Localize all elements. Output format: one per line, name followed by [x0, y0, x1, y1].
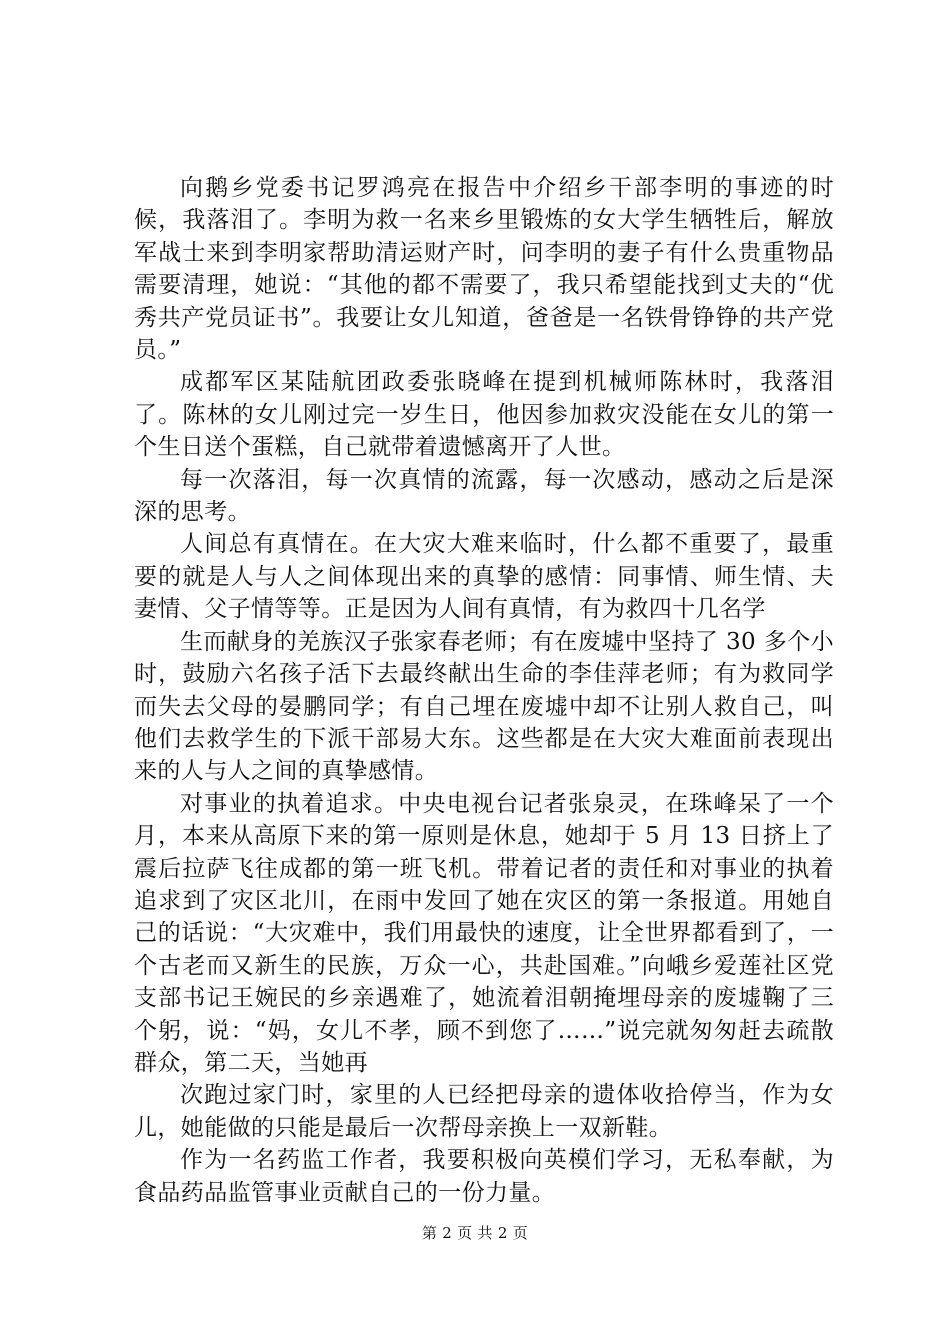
- paragraph: 对事业的执着追求。中央电视台记者张泉灵，在珠峰呆了一个月，本来从高原下来的第一原则是休息，她却于 5 月 13 日挤上了震后拉萨飞往成都的第一班飞机。带着记者的责任和对事业的执着追求到了灾区北川，在雨中发回了她在灾区的第一条报道。用她自己的话说：“大灾难中，我们用最快的速度，让全世界都看到了，一个古老而又新生的民族，万众一心，共赴国难。”向峨乡爱莲社区党支部书记王婉民的乡亲遇难了，她流着泪朝掩埋母亲的废墟鞠了三个躬，说：“妈，女儿不孝，顾不到您了……”说完就匆匆赶去疏散群众，第二天，当她再: [134, 790, 834, 1076]
- paragraph: 生而献身的羌族汉子张家春老师；有在废墟中坚持了 30 多个小时，鼓励六名孩子活下去最终献出生命的李佳萍老师；有为救同学而失去父母的晏鹏同学；有自己埋在废墟中却不让别人救自己，叫他们去救学生的下派干部易大东。这些都是在大灾大难面前表现出来的人与人之间的真挚感情。: [134, 628, 834, 785]
- document-body: [134, 172, 834, 1209]
- paragraph: 人间总有真情在。在大灾大难来临时，什么都不重要了，最重要的就是人与人之间体现出来的真挚的感情：同事情、师生情、夫妻情、父子情等等。正是因为人间有真情，有为救四十几名学: [134, 531, 834, 623]
- paragraph: 向鹅乡党委书记罗鸿亮在报告中介绍乡干部李明的事迹的时候，我落泪了。李明为救一名来乡里锻炼的女大学生牺牲后，解放军战士来到李明家帮助清运财产时，问李明的妻子有什么贵重物品需要清理，她说：“其他的都不需要了，我只希望能找到丈夫的“优秀共产党员证书”。我要让女儿知道，爸爸是一名铁骨铮铮的共产党员。”: [134, 175, 834, 364]
- paragraph: 次跑过家门时，家里的人已经把母亲的遗体收拾停当，作为女儿，她能做的只能是最后一次帮母亲换上一双新鞋。: [134, 1082, 834, 1141]
- page-number-footer: 第 2 页 共 2 页: [421, 1224, 529, 1242]
- paragraph: 每一次落泪，每一次真情的流露，每一次感动，感动之后是深深的思考。: [134, 466, 834, 526]
- paragraph: 作为一名药监工作者，我要积极向英模们学习，无私奉献，为食品药品监管事业贡献自己的一份力量。: [134, 1147, 834, 1206]
- paragraph: 成都军区某陆航团政委张晓峰在提到机械师陈林时，我落泪了。陈林的女儿刚过完一岁生日，他因参加救灾没能在女儿的第一个生日送个蛋糕，自己就带着遗憾离开了人世。: [134, 369, 834, 461]
